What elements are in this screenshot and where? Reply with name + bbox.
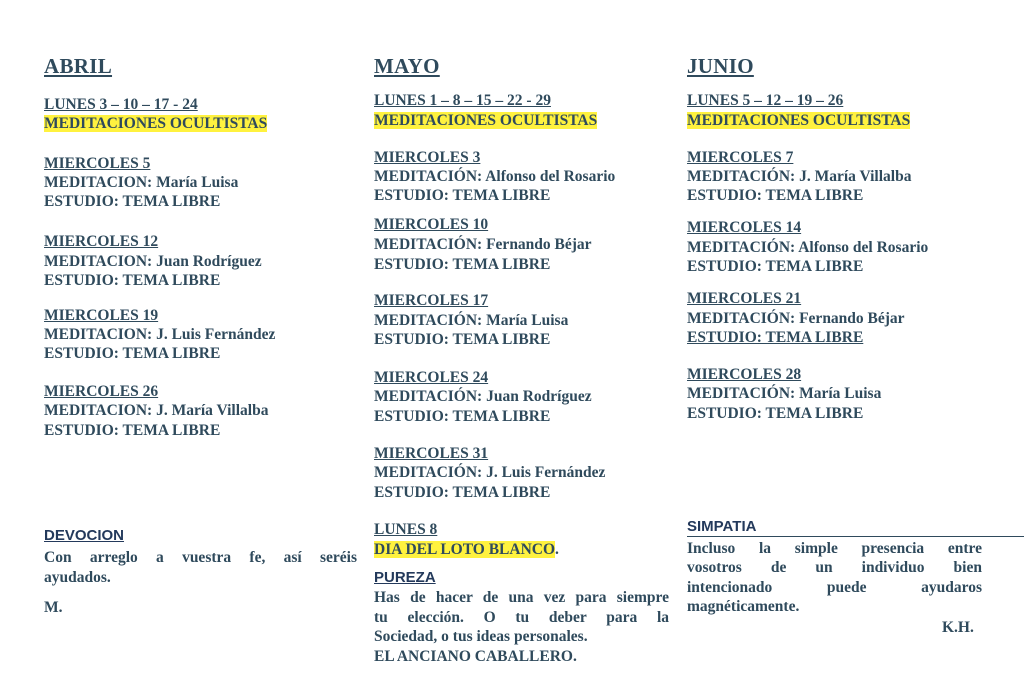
mayo-lunes-activity — [374, 111, 597, 131]
simpatia-text-line2: vosotros de un individuo bien — [687, 559, 982, 576]
devocion-text-line1: Con arreglo a vuestra fe, así seréis — [44, 549, 357, 566]
mayo-entry-3-study: ESTUDIO: TEMA LIBRE — [374, 331, 551, 348]
mayo-entry-5-study: ESTUDIO: TEMA LIBRE — [374, 484, 551, 501]
junio-entry-1-date: MIERCOLES 7 — [687, 149, 794, 166]
abril-entry-4-meditation: MEDITACION: J. María Villalba — [44, 402, 269, 419]
junio-entry-3-date: MIERCOLES 21 — [687, 290, 802, 307]
mayo-entry-5-date: MIERCOLES 31 — [374, 445, 489, 462]
mayo-entry-1-date: MIERCOLES 3 — [374, 149, 481, 166]
abril-lunes-activity — [44, 114, 267, 134]
mayo-lunes-dates: LUNES 1 – 8 – 15 – 22 - 29 — [374, 92, 551, 109]
pureza-text-line2: tu elección. O tu deber para la — [374, 609, 669, 626]
simpatia-signature: K.H. — [942, 619, 974, 636]
month-title-junio: JUNIO — [687, 54, 754, 78]
junio-entry-2-study: ESTUDIO: TEMA LIBRE — [687, 258, 864, 275]
pureza-signature: EL ANCIANO CABALLERO. — [374, 648, 577, 665]
highlight: MEDITACIONES OCULTISTAS — [687, 112, 911, 129]
mayo-entry-4-study: ESTUDIO: TEMA LIBRE — [374, 408, 551, 425]
abril-entry-1-study: ESTUDIO: TEMA LIBRE — [44, 193, 221, 210]
abril-entry-1-date: MIERCOLES 5 — [44, 155, 151, 172]
simpatia-text-line4: magnéticamente. — [687, 598, 800, 615]
simpatia-text-line3: intencionado puede ayudaros — [687, 579, 982, 596]
mayo-entry-3-date: MIERCOLES 17 — [374, 292, 489, 309]
junio-entry-4-meditation: MEDITACIÓN: María Luisa — [687, 385, 882, 402]
abril-entry-3-study: ESTUDIO: TEMA LIBRE — [44, 345, 221, 362]
mayo-entry-4-meditation: MEDITACIÓN: Juan Rodríguez — [374, 388, 592, 405]
punctuation: . — [555, 541, 559, 558]
abril-entry-2-meditation: MEDITACION: Juan Rodríguez — [44, 253, 262, 270]
junio-lunes-dates: LUNES 5 – 12 – 19 – 26 — [687, 92, 844, 109]
mayo-special-date: LUNES 8 — [374, 521, 438, 538]
pureza-heading: PUREZA — [374, 569, 436, 586]
simpatia-heading: SIMPATIA — [687, 518, 757, 535]
devocion-text-line2: ayudados. — [44, 569, 111, 586]
mayo-entry-4-date: MIERCOLES 24 — [374, 369, 489, 386]
junio-lunes-activity — [687, 111, 910, 131]
pureza-text-line3: Sociedad, o tus ideas personales. — [374, 628, 588, 645]
junio-entry-3-meditation: MEDITACIÓN: Fernando Béjar — [687, 310, 905, 327]
highlight: MEDITACIONES OCULTISTAS — [374, 112, 598, 129]
abril-lunes-dates: LUNES 3 – 10 – 17 - 24 — [44, 96, 198, 113]
junio-entry-3-study: ESTUDIO: TEMA LIBRE — [687, 329, 864, 346]
abril-entry-2-date: MIERCOLES 12 — [44, 233, 159, 250]
abril-entry-3-meditation: MEDITACION: J. Luis Fernández — [44, 326, 276, 343]
abril-entry-2-study: ESTUDIO: TEMA LIBRE — [44, 272, 221, 289]
devocion-heading: DEVOCION — [44, 527, 125, 544]
pureza-text-line1: Has de hacer de una vez para siempre — [374, 589, 669, 606]
mayo-entry-1-meditation: MEDITACIÓN: Alfonso del Rosario — [374, 168, 616, 185]
mayo-entry-5-meditation: MEDITACIÓN: J. Luis Fernández — [374, 464, 606, 481]
month-title-mayo: MAYO — [374, 54, 440, 78]
devocion-signature: M. — [44, 599, 63, 616]
mayo-entry-2-meditation: MEDITACIÓN: Fernando Béjar — [374, 236, 592, 253]
mayo-entry-1-study: ESTUDIO: TEMA LIBRE — [374, 187, 551, 204]
junio-entry-2-meditation: MEDITACIÓN: Alfonso del Rosario — [687, 239, 929, 256]
abril-entry-3-date: MIERCOLES 19 — [44, 307, 159, 324]
mayo-entry-2-study: ESTUDIO: TEMA LIBRE — [374, 256, 551, 273]
highlight: DIA DEL LOTO BLANCO — [374, 541, 556, 558]
junio-entry-2-date: MIERCOLES 14 — [687, 219, 802, 236]
highlight: MEDITACIONES OCULTISTAS — [44, 115, 268, 132]
junio-entry-1-meditation: MEDITACIÓN: J. María Villalba — [687, 168, 912, 185]
junio-entry-4-date: MIERCOLES 28 — [687, 366, 802, 383]
abril-entry-4-study: ESTUDIO: TEMA LIBRE — [44, 422, 221, 439]
mayo-entry-3-meditation: MEDITACIÓN: María Luisa — [374, 312, 569, 329]
abril-entry-1-meditation: MEDITACION: María Luisa — [44, 174, 239, 191]
junio-entry-4-study: ESTUDIO: TEMA LIBRE — [687, 405, 864, 422]
month-title-abril: ABRIL — [44, 54, 113, 78]
junio-entry-1-study: ESTUDIO: TEMA LIBRE — [687, 187, 864, 204]
mayo-entry-2-date: MIERCOLES 10 — [374, 216, 489, 233]
abril-entry-4-date: MIERCOLES 26 — [44, 383, 159, 400]
mayo-special-event — [374, 540, 559, 560]
simpatia-text-line1: Incluso la simple presencia entre — [687, 540, 982, 557]
simpatia-heading-rule — [687, 536, 1024, 537]
